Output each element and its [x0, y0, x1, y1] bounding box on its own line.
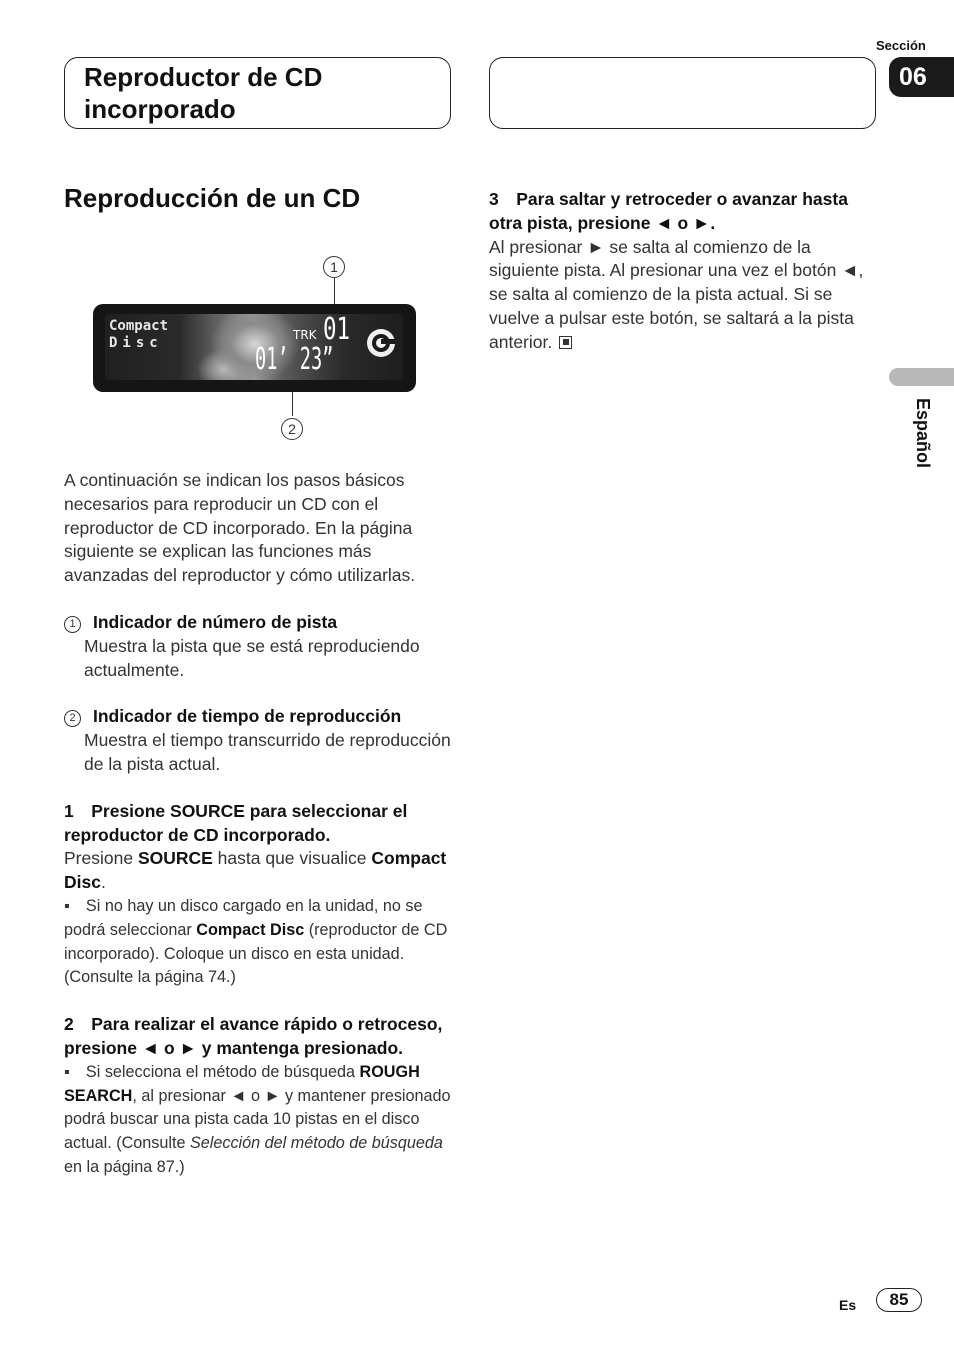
cd-display-screen: [105, 314, 403, 380]
list-item: [64, 611, 451, 682]
left-column: [64, 469, 451, 1180]
page-heading: Reproducción de un CD: [64, 183, 361, 213]
display-trk-label: TRK: [293, 328, 317, 342]
language-tab-marker: [889, 368, 954, 386]
end-of-section-icon: [559, 336, 572, 349]
cd-display-bezel: [93, 304, 416, 392]
callout-1: 1: [323, 256, 345, 278]
page-number: 85: [876, 1288, 922, 1312]
step-1-note: ▪ Si no hay un disco cargado en la unidad, no se podrá seleccionar Compact Disc (reproductor de CD incorporado). Coloque un disco en esta unidad. (Consulte la página 74.): [64, 896, 448, 987]
play-time-indicator: 01’ 23”: [255, 342, 334, 377]
callout-2: 2: [281, 418, 303, 440]
language-label: Español: [913, 398, 933, 469]
empty-header-box: [489, 57, 876, 129]
intro-paragraph: A continuación se indican los pasos básicos necesarios para reproducir un CD con el reproductor de CD incorporado. En la página siguiente se explican las funciones más avanzadas del reproductor y cómo utilizarlas.: [64, 470, 416, 586]
step-3-body: Al presionar ► se salta al comienzo de la siguiente pista. Al presionar una vez el botón ◄, se salta al comienzo de la pista actual. Si se vuelve a pulsar este botón, se saltará a la pista anterior.: [489, 236, 864, 352]
display-text-compact: Compact: [109, 318, 169, 334]
footer-language-code: Es: [839, 1297, 857, 1313]
item-title: Indicador de número de pista: [93, 611, 338, 632]
step-3-heading: 3 Para saltar y retroceder o avanzar hasta otra pista, presione ◄ o ►.: [489, 189, 848, 233]
step-1-heading: 1 Presione SOURCE para seleccionar el reproductor de CD incorporado.: [64, 800, 408, 845]
step-2-heading: 2 Para realizar el avance rápido o retroceso, presione ◄ o ► y mantenga presionado.: [64, 1014, 443, 1058]
track-number-indicator: 01: [323, 314, 351, 347]
item-description: Muestra el tiempo transcurrido de reproducción de la pista actual.: [84, 730, 451, 774]
list-item: [64, 705, 451, 776]
item-number: 1: [64, 616, 81, 633]
section-label: Sección: [876, 38, 926, 53]
chapter-title: Reproductor de CD incorporado: [84, 62, 323, 124]
step-2-note: ▪ Si selecciona el método de búsqueda ROUGH SEARCH, al presionar ◄ o ► y mantener presionado podrá buscar una pista cada 10 pistas en el disco actual. (Consulte Selección del método de búsqueda en la página 87.): [64, 1062, 451, 1176]
item-description: Muestra la pista que se está reproduciendo actualmente.: [84, 635, 420, 680]
right-column: [489, 188, 876, 355]
display-text-disc: Disc: [109, 335, 163, 351]
item-number: 2: [64, 710, 81, 727]
display-logo-icon: [367, 329, 395, 357]
item-title: Indicador de tiempo de reproducción: [93, 706, 402, 727]
step-1-body: Presione SOURCE hasta que visualice Compact Disc.: [64, 848, 447, 893]
section-number-tab: 06: [889, 57, 954, 97]
